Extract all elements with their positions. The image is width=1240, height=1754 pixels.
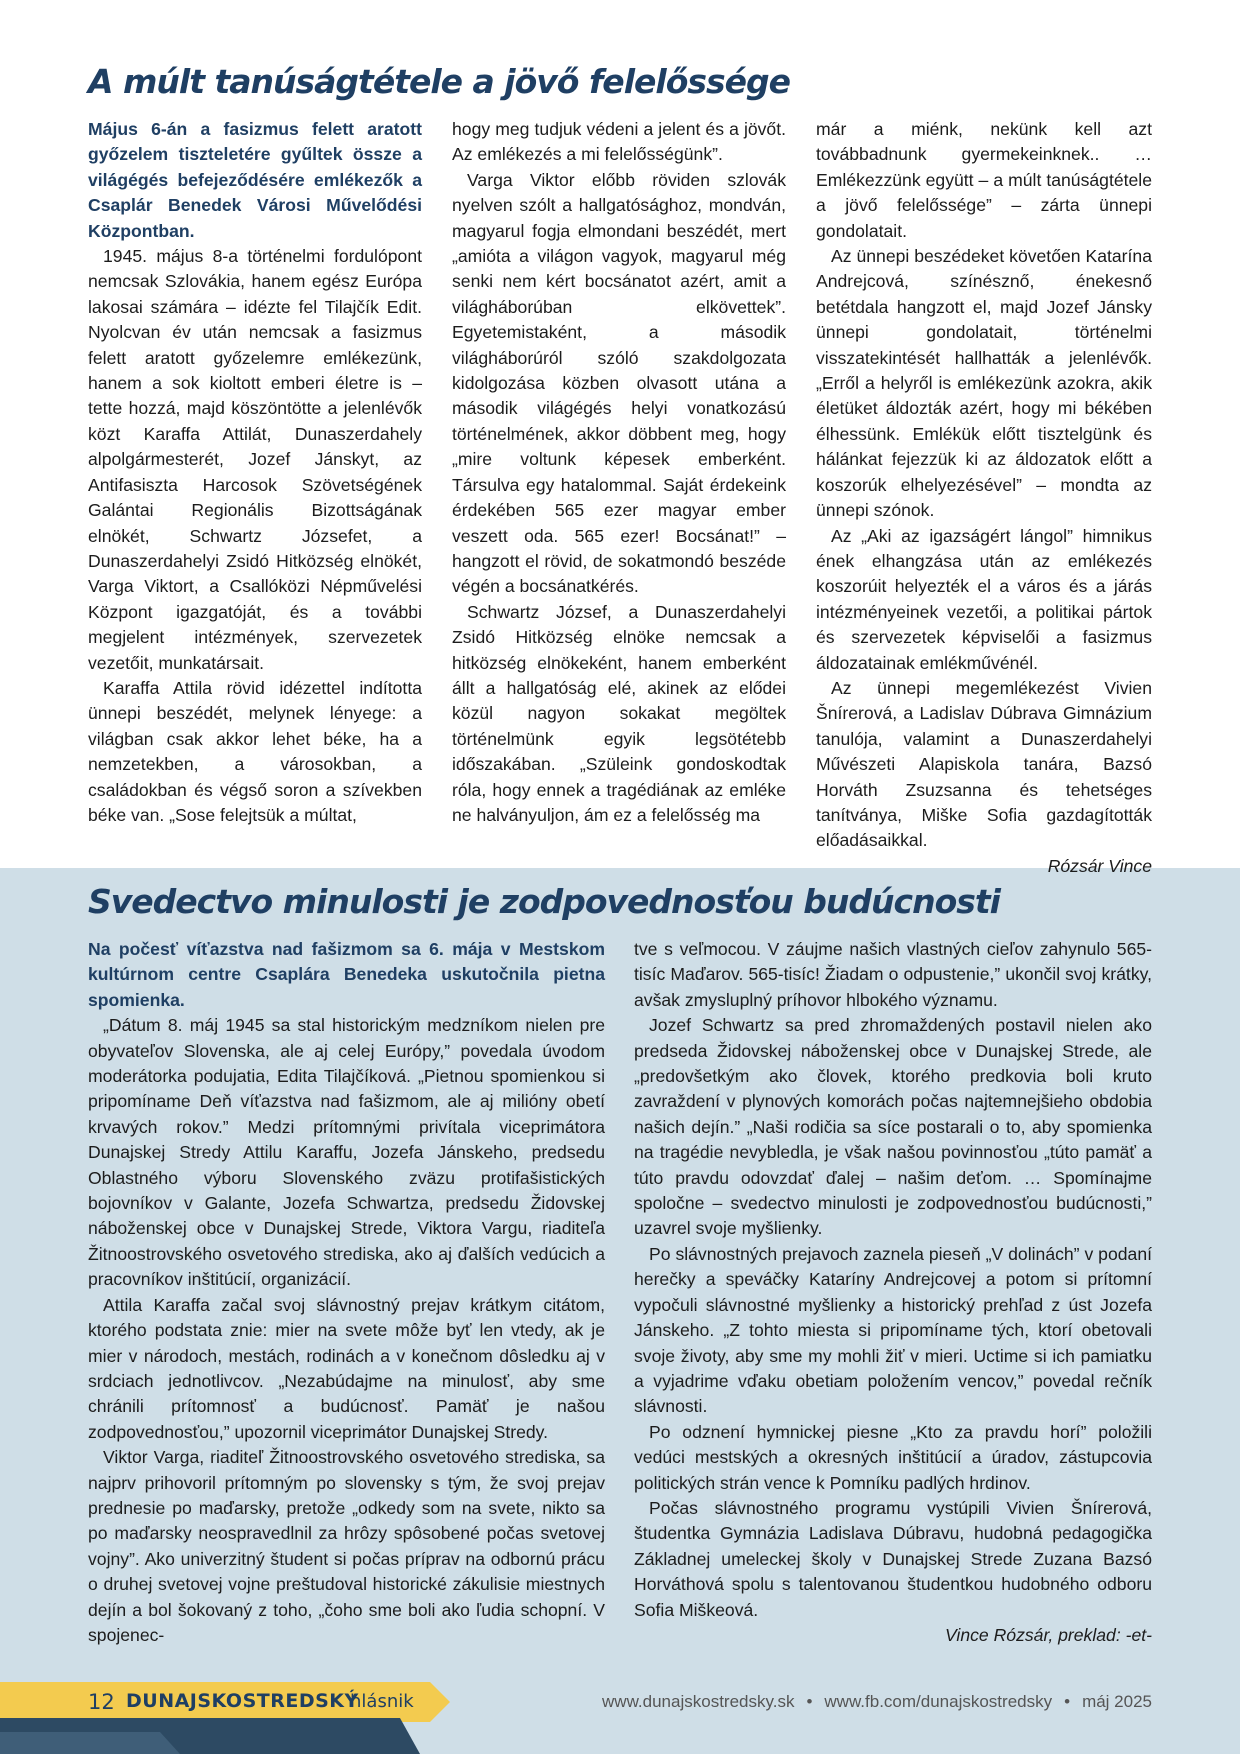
publication-logo-suffix: hlásnik	[350, 1691, 414, 1712]
paragraph: Karaffa Attila rövid idézettel indította ünnepi beszédét, melynek lényege: a világban csak akkor lehet béke, ha a nemzetekben, a városokban, a családokban és végső soron a szívekben béke van. „Sose felejtsük a múltat,	[88, 677, 422, 825]
paragraph: már a miénk, nekünk kell azt továbbadnunk gyermekeinknek.. … Emlékezzünk együtt – a múlt tanúságtétele a jövő felelőssége” – zárta ünnepi gondolatait.	[816, 119, 1152, 241]
paragraph: Počas slávnostného programu vystúpili Vivien Šnírerová, študentka Gymnázia Ladislava Dúbravu, hudobná pedagogička Základnej umeleckej školy v Dunajskej Strede Zuzana Bazsó Horváthová spolu s talentovanou študentkou hudobného odboru Sofia Miškeová.	[634, 1497, 1152, 1620]
page-number: 12	[88, 1690, 115, 1714]
slovak-article-column-2	[634, 937, 1152, 1648]
paragraph: „Dátum 8. máj 1945 sa stal historickým medzníkom nielen pre obyvateľov Slovenska, ale aj celej Európy,” povedala úvodom moderátorka podujatia, Edita Tilajčíková. „Pietnou spomienkou si pripomíname Deň víťazstva nad fašizmom, ale aj milióny obetí krvavých rokov.” Medzi prítomnými privítala viceprimátora Dunajskej Stredy Attilu Karaffu, Jozefa Jánskeho, predsedu Oblastného výboru Slovenského zväzu protifašistických bojovníkov v Galante, Jozefa Schwartza, predsedu Židovskej náboženskej obce v Dunajskej Strede, Viktora Vargu, riaditeľa Žitnoostrovského osvetového strediska, ako aj ďalších vedúcich a pracovníkov inštitúcií, organizácií.	[88, 1015, 605, 1290]
paragraph: Az ünnepi megemlékezést Vivien Šnírerová, a Ladislav Dúbrava Gimnázium tanulója, valamint a Dunaszerdahelyi Művészeti Alapiskola tanára, Bazsó Horváth Zsuzsanna és tehetséges tanítványa, Miške Sofia gazdagították előadásaikkal.	[816, 677, 1152, 851]
publication-logo: DUNAJSKOSTREDSKÝ	[126, 1690, 359, 1712]
paragraph: Po slávnostných prejavoch zaznela pieseň „V dolinách” v podaní herečky a speváčky Kataríny Andrejcovej a potom si prítomní vypočuli slávnostné myšlienky a historický prehľad z úst Jozefa Jánskeho. „Z tohto miesta si pripomíname tých, ktorí obetovali svoje životy, aby sme my mohli žiť v mieri. Uctime si ich pamiatku a vyjadrime vďaku obetiam položením vencov,” povedal rečník slávnosti.	[634, 1243, 1152, 1417]
paragraph: Schwartz József, a Dunaszerdahelyi Zsidó Hitközség elnöke nemcsak a hitközség elnökeként, hanem emberként állt a hallgatóság elé, akinek az elődei közül nagyon sokakat megöltek történelmünk egyik legsötétebb időszakában. „Szüleink gondoskodtak róla, hogy ennek a tragédiának az emléke ne halványuljon, ám ez a felelősség ma	[452, 601, 786, 825]
paragraph: hogy meg tudjuk védeni a jelent és a jövőt. Az emlékezés a mi felelősségünk”.	[452, 119, 786, 165]
paragraph: Viktor Varga, riaditeľ Žitnoostrovského osvetového strediska, sa najprv prihovoril prítomným po slovensky s tým, že svoj prejav prednesie po maďarsky, pretože „odkedy som na svete, nikto sa po maďarsky neospravedlnil za hrôzy spôsobené počas svetovej vojny”. Ako univerzitný študent si počas príprav na odbornú prácu o druhej svetovej vojne preštudoval historické zákulisie miestnych dejín a bol šokovaný z toho, „čoho sme boli ako ľudia schopní. V spojenec-	[88, 1447, 605, 1645]
paragraph: Attila Karaffa začal svoj slávnostný prejav krátkym citátom, ktorého podstata znie: mier na svete môže byť len vtedy, ak je mier v národoch, mestách, rodinách a v konečnom dôsledku aj v srdciach jednotlivcov. „Nezabúdajme na minulosť, aby sme chránili prítomnosť a budúcnosť. Pamäť je našou zodpovednosťou,” upozornil viceprimátor Dunajskej Stredy.	[88, 1294, 605, 1442]
paragraph: Jozef Schwartz sa pred zhromaždených postavil nielen ako predseda Židovskej náboženskej obce v Dunajskej Strede, ale „predovšetkým ako človek, ktorého predkovia boli kruto zavraždení v plynových komorách počas najtemnejšieho obdobia našich dejín.” „Naši rodičia sa síce postarali o to, aby spomienka na tragédie nevybledla, je však našou povinnosťou „túto pamäť a túto pravdu odovzdať ďalej – našim deťom. … Spomínajme spoločne – svedectvo minulosti je zodpovednosťou budúcnosti,” uzavrel svoje myšlienky.	[634, 1015, 1152, 1239]
paragraph: Po odznení hymnickej piesne „Kto za pravdu horí” položili vedúci mestských a okresných inštitúcií a úradov, zástupcovia politických strán vence k Pomníku padlých hrdinov.	[634, 1421, 1152, 1493]
paragraph: Az „Aki az igazságért lángol” himnikus ének elhangzása után az emlékezés koszorúit helyezték el a város és a járás intézményeinek vezetői, a politikai pártok és szervezetek képviselői a fasizmus áldozatainak emlékművénél.	[816, 525, 1152, 673]
slovak-article-title: Svedectvo minulosti je zodpovednosťou budúcnosti	[88, 882, 1000, 921]
separator: •	[1064, 1692, 1071, 1711]
footer-dark-band-accent	[0, 1732, 180, 1754]
hungarian-article-column-3	[816, 117, 1152, 879]
hungarian-article-column-2	[452, 117, 786, 828]
slovak-article-author: Vince Rózsár, preklad: -et-	[945, 1624, 1152, 1645]
hungarian-article-lead: Május 6-án a fasizmus felett aratott győzelem tiszteletére gyűltek össze a világégés befejeződésére emlékezők a Csaplár Benedek Városi Művelődési Központban.	[88, 119, 422, 241]
slovak-article-column-1	[88, 937, 605, 1648]
separator: •	[806, 1692, 813, 1711]
issue-date: máj 2025	[1082, 1692, 1152, 1711]
hungarian-article-title: A múlt tanúságtétele a jövő felelőssége	[88, 62, 791, 101]
paragraph: tve s veľmocou. V záujme našich vlastných cieľov zahynulo 565-tisíc Maďarov. 565-tisíc! Žiadam o odpustenie,” ukončil svoj krátky, avšak zmysluplný príhovor hlbokého významu.	[634, 939, 1152, 1010]
paragraph: 1945. május 8-a történelmi fordulópont nemcsak Szlovákia, hanem egész Európa lakosai számára – idézte fel Tilajčík Edit. Nyolcvan év után nemcsak a fasizmus felett aratott győzelemre emlékezünk, hanem a sok kioltott emberi életre is – tette hozzá, majd köszöntötte a jelenlévők közt Karaffa Attilát, Dunaszerdahely alpolgármesterét, Jozef Jánskyt, az Antifasiszta Harcosok Szövetségének Galántai Regionális Bizottságának elnökét, Schwartz Józsefet, a Dunaszerdahelyi Zsidó Hitközség elnökét, Varga Viktort, a Csallóközi Népművelési Központ igazgatóját, és a további megjelent intézmények, szervezetek vezetőit, munkatársait.	[88, 246, 422, 673]
footer-info	[602, 1692, 1152, 1712]
website-link[interactable]: www.dunajskostredsky.sk	[602, 1692, 795, 1711]
paragraph: Varga Viktor előbb röviden szlovák nyelven szólt a hallgatósághoz, mondván, magyarul fogja elmondani beszédét, mert „amióta a világon vagyok, magyarul még senki nem kért bocsánatot azért, amit a világháborúban elkövettek”. Egyetemistaként, a második világháborúról szóló szakdolgozata kidolgozása közben olvasott utána a második világégés helyi vonatkozású történelmének, akkor döbbent meg, hogy „mire voltunk képesek emberként. Társulva egy hatalommal. Saját érdekeink érdekében 565 ezer magyar ember veszett oda. 565 ezer! Bocsánat!” – hangzott el rövid, de sokatmondó beszéde végén a bocsánatkérés.	[452, 169, 786, 597]
hungarian-article-author: Rózsár Vince	[1047, 855, 1152, 876]
hungarian-article-column-1	[88, 117, 422, 828]
paragraph: Az ünnepi beszédeket követően Katarína Andrejcová, színésznő, énekesnő betétdala hangzott el, majd Jozef Jánsky ünnepi gondolatait, történelmi visszatekintését hallhatták a jelenlévők. „Erről a helyről is emlékezünk azokra, akik életüket áldozták azért, hogy mi békében élhessünk. Emlékük előtt tisztelgünk és hálánkat fejezzük ki az áldozatok előtt a koszorúk elhelyezésével” – mondta az ünnepi szónok.	[816, 246, 1152, 521]
slovak-article-lead: Na počesť víťazstva nad fašizmom sa 6. mája v Mestskom kultúrnom centre Csaplára Benedeka uskutočnila pietna spomienka.	[88, 939, 605, 1010]
facebook-link[interactable]: www.fb.com/dunajskostredsky	[824, 1692, 1053, 1711]
